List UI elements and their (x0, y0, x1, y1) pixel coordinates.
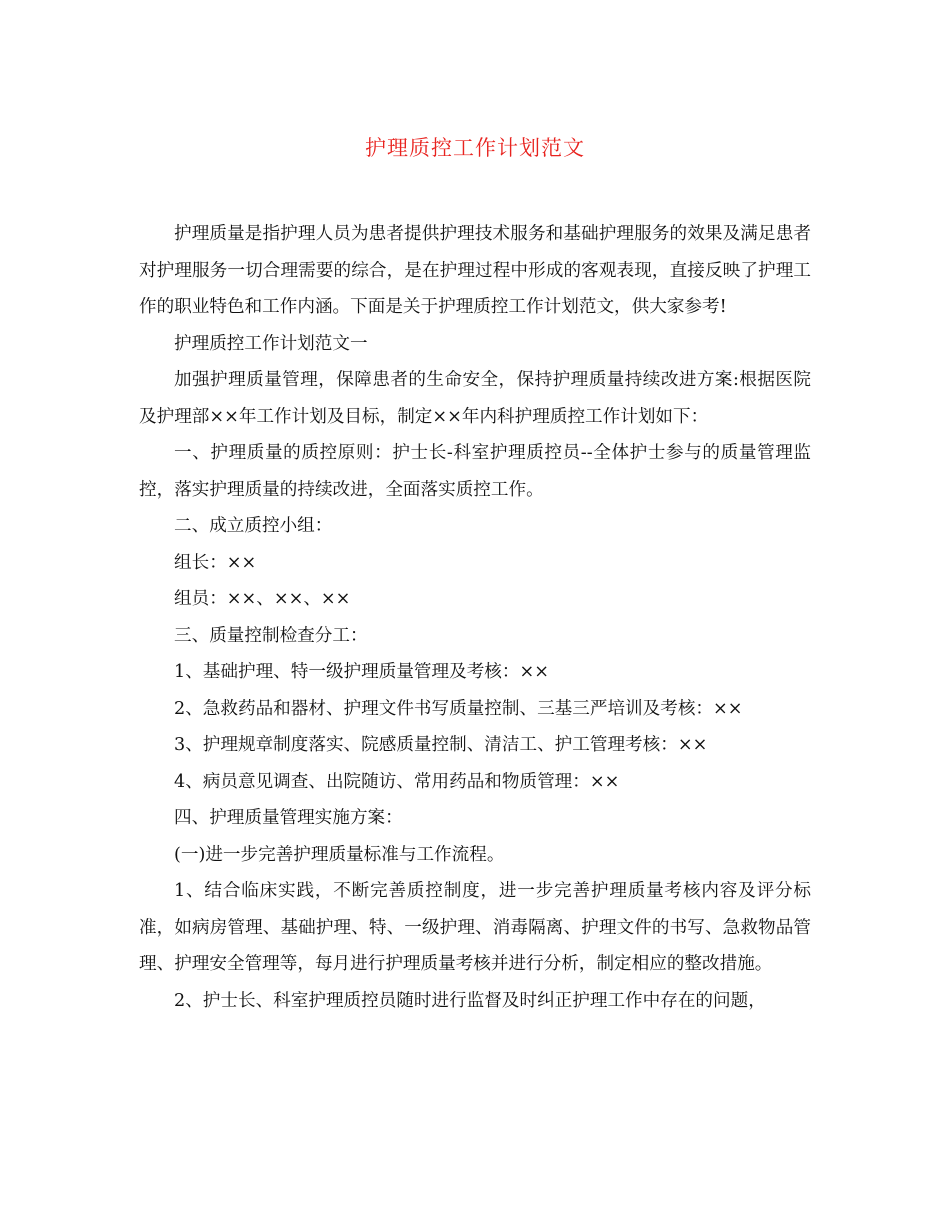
document-body (139, 216, 811, 1019)
paragraph: 1、结合临床实践，不断完善质控制度，进一步完善护理质量考核内容及评分标准，如病房管理、基础护理、特、一级护理、消毒隔离、护理文件的书写、急救物品管理、护理安全管理等，每月进行护理质量考核并进行分析，制定相应的整改措施。 (139, 881, 811, 974)
paragraph-intro: 护理质量是指护理人员为患者提供护理技术服务和基础护理服务的效果及满足患者对护理服务一切合理需要的综合，是在护理过程中形成的客观表现，直接反映了护理工作的职业特色和工作内涵。下面是关于护理质控工作计划范文，供大家参考! (139, 224, 811, 317)
paragraph: 3、护理规章制度落实、院感质量控制、清洁工、护工管理考核：×× (174, 735, 708, 755)
paragraph: 2、护士长、科室护理质控员随时进行监督及时纠正护理工作中存在的问题， (174, 990, 766, 1011)
paragraph: 4、病员意见调查、出院随访、常用药品和物质管理：×× (174, 771, 620, 792)
paragraph: 三、质量控制检查分工： (174, 625, 368, 646)
document-title: 护理质控工作计划范文 (365, 136, 585, 160)
paragraph-section-heading: 护理质控工作计划范文一 (174, 333, 368, 354)
paragraph: 一、护理质量的质控原则：护士长-科室护理质控员--全体护士参与的质量管理监控，落实护理质量的持续改进，全面落实质控工作。 (139, 443, 811, 500)
paragraph: 四、护理质量管理实施方案： (174, 808, 403, 828)
paragraph: 组员：××、××、×× (174, 589, 351, 609)
paragraph: 1、基础护理、特一级护理质量管理及考核：×× (174, 662, 549, 682)
paragraph: 组长：×× (174, 552, 257, 573)
paragraph: 二、成立质控小组： (174, 516, 333, 536)
paragraph: 加强护理质量管理，保障患者的生命安全，保持护理质量持续改进方案:根据医院及护理部××年工作计划及目标，制定××年内科护理质控工作计划如下： (139, 370, 811, 427)
paragraph: (一)进一步完善护理质量标准与工作流程。 (174, 844, 505, 865)
paragraph: 2、急救药品和器材、护理文件书写质量控制、三基三严培训及考核：×× (174, 698, 743, 719)
